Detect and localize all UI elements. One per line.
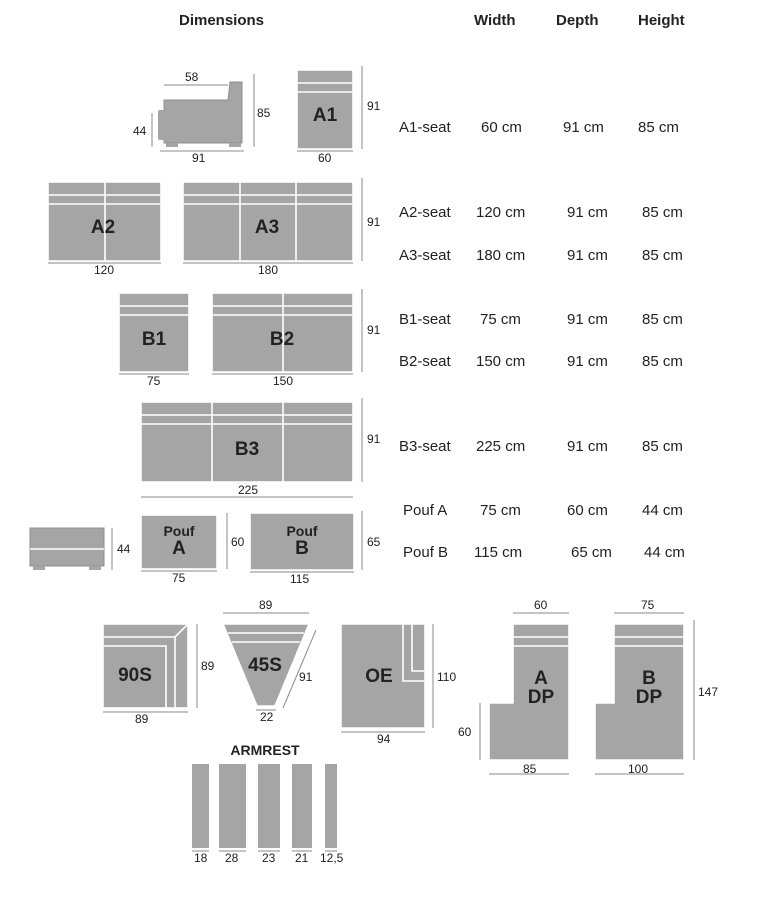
dim-arm-3: 23 [262,851,276,865]
dim-a-row-depth: 91 [367,215,381,229]
dim-oe-depth: 110 [437,670,457,684]
dim-s45-side: 91 [299,670,313,684]
row-pouf-b-name: Pouf B [403,544,449,561]
pouf-b-label: B [295,538,309,559]
height-header: Height [638,12,685,29]
dim-s90-side: 89 [201,659,215,673]
dimensions-header: Dimensions [179,12,265,29]
row-a3-depth: 91 cm [567,247,608,264]
row-pouf-b-width: 115 cm [474,544,523,561]
dim-pouf-a-width: 75 [172,571,186,585]
sofa-side-foot-left [166,143,178,147]
dim-bdp-width: 100 [628,762,649,776]
row-a3-height: 85 cm [642,247,683,264]
row-a3-name: A3-seat [399,247,451,264]
dim-pouf-a-depth: 60 [231,535,245,549]
armrest-title: ARMREST [230,742,300,758]
module-45s [223,598,316,724]
row-b3-depth: 91 cm [567,438,608,455]
row-b3-width: 225 cm [476,438,526,455]
dim-adp-left: 60 [458,725,472,739]
dim-bdp-right: 147 [698,685,719,699]
dim-b3-depth: 91 [367,432,381,446]
module-oe [341,624,456,746]
dim-a1-depth: 91 [367,99,381,113]
oe-label: OE [365,666,393,687]
module-b1 [119,293,189,388]
armrest-21 [292,764,312,848]
row-b2-width: 150 cm [476,353,526,370]
row-a1-depth: 91 cm [563,119,604,136]
armrest-group [192,742,344,865]
dim-a1-width: 60 [318,151,332,165]
dim-side-top: 58 [185,70,199,84]
row-pouf-b-depth: 65 cm [571,544,612,561]
dim-arm-2: 28 [225,851,239,865]
dim-b2-width: 150 [273,374,294,388]
row-pouf-a-name: Pouf A [403,502,448,519]
dim-arm-1: 18 [194,851,208,865]
sofa-side-foot-right [229,143,241,147]
dim-a2-width: 120 [94,263,115,277]
row-b1-depth: 91 cm [567,311,608,328]
dim-side-seat: 44 [133,124,147,138]
module-a2 [48,182,161,277]
row-b3-name: B3-seat [399,438,451,455]
row-a2-width: 120 cm [476,204,526,221]
sofa-side-view [133,70,271,165]
a2-label: A2 [90,217,116,238]
sofa-side-armcap [158,110,165,140]
module-a1 [297,66,381,165]
sofa-side-shape [164,82,242,143]
armrest-23 [258,764,280,848]
module-a-dp [458,598,569,776]
pouf-a-word: Pouf [163,523,195,539]
dim-adp-width: 85 [523,762,537,776]
dim-arm-4: 21 [295,851,309,865]
row-b1-name: B1-seat [399,311,451,328]
depth-header: Depth [556,12,599,29]
module-pouf-b [250,511,381,586]
row-b1-height: 85 cm [642,311,683,328]
a1-label: A1 [312,105,338,126]
row-a1-height: 85 cm [638,119,679,136]
dim-oe-width: 94 [377,732,391,746]
bdp-label-1: B [642,668,656,689]
b3-label: B3 [234,439,260,460]
dim-s45-top: 89 [259,598,273,612]
row-a3-width: 180 cm [476,247,526,264]
module-b-dp [595,598,718,776]
row-a1-width: 60 cm [481,119,522,136]
s90-label: 90S [118,665,152,686]
module-b3 [141,398,381,497]
b1-label: B1 [141,329,167,350]
armrest-12-5 [325,764,337,848]
adp-label-1: A [534,668,548,689]
dim-side-depth: 91 [192,151,206,165]
dim-side-height: 85 [257,106,271,120]
dim-pouf-side-height: 44 [117,542,131,556]
module-pouf-a [141,513,245,585]
module-90s [103,624,215,726]
dim-adp-top: 60 [534,598,548,612]
dim-pouf-b-width: 115 [290,572,310,586]
row-pouf-a-width: 75 cm [480,502,521,519]
row-b1-width: 75 cm [480,311,521,328]
a3-label: A3 [254,217,280,238]
pouf-b-word: Pouf [286,523,318,539]
row-a1-name: A1-seat [399,119,451,136]
row-a2-height: 85 cm [642,204,683,221]
dim-a3-width: 180 [258,263,279,277]
bdp-label-2: DP [635,687,663,708]
armrest-28 [219,764,246,848]
width-header: Width [474,12,516,29]
row-a2-depth: 91 cm [567,204,608,221]
row-b2-height: 85 cm [642,353,683,370]
dim-arm-5: 12,5 [320,851,344,865]
dim-b3-width: 225 [238,483,259,497]
dim-s90-width: 89 [135,712,149,726]
b2-label: B2 [269,329,295,350]
row-b2-depth: 91 cm [567,353,608,370]
dim-s45-bottom: 22 [260,710,274,724]
pouf-side-view [30,528,131,570]
armrest-18 [192,764,209,848]
row-b3-height: 85 cm [642,438,683,455]
module-a3 [183,178,381,277]
dim-b1-width: 75 [147,374,161,388]
dim-pouf-b-depth: 65 [367,535,381,549]
row-pouf-a-depth: 60 cm [567,502,608,519]
dim-b-row-depth: 91 [367,323,381,337]
adp-label-2: DP [527,687,555,708]
s45-label: 45S [248,655,282,676]
row-pouf-a-height: 44 cm [642,502,683,519]
row-b2-name: B2-seat [399,353,451,370]
row-a2-name: A2-seat [399,204,451,221]
module-b2 [212,289,381,388]
pouf-a-label: A [172,538,186,559]
dim-bdp-top: 75 [641,598,655,612]
row-pouf-b-height: 44 cm [644,544,685,561]
